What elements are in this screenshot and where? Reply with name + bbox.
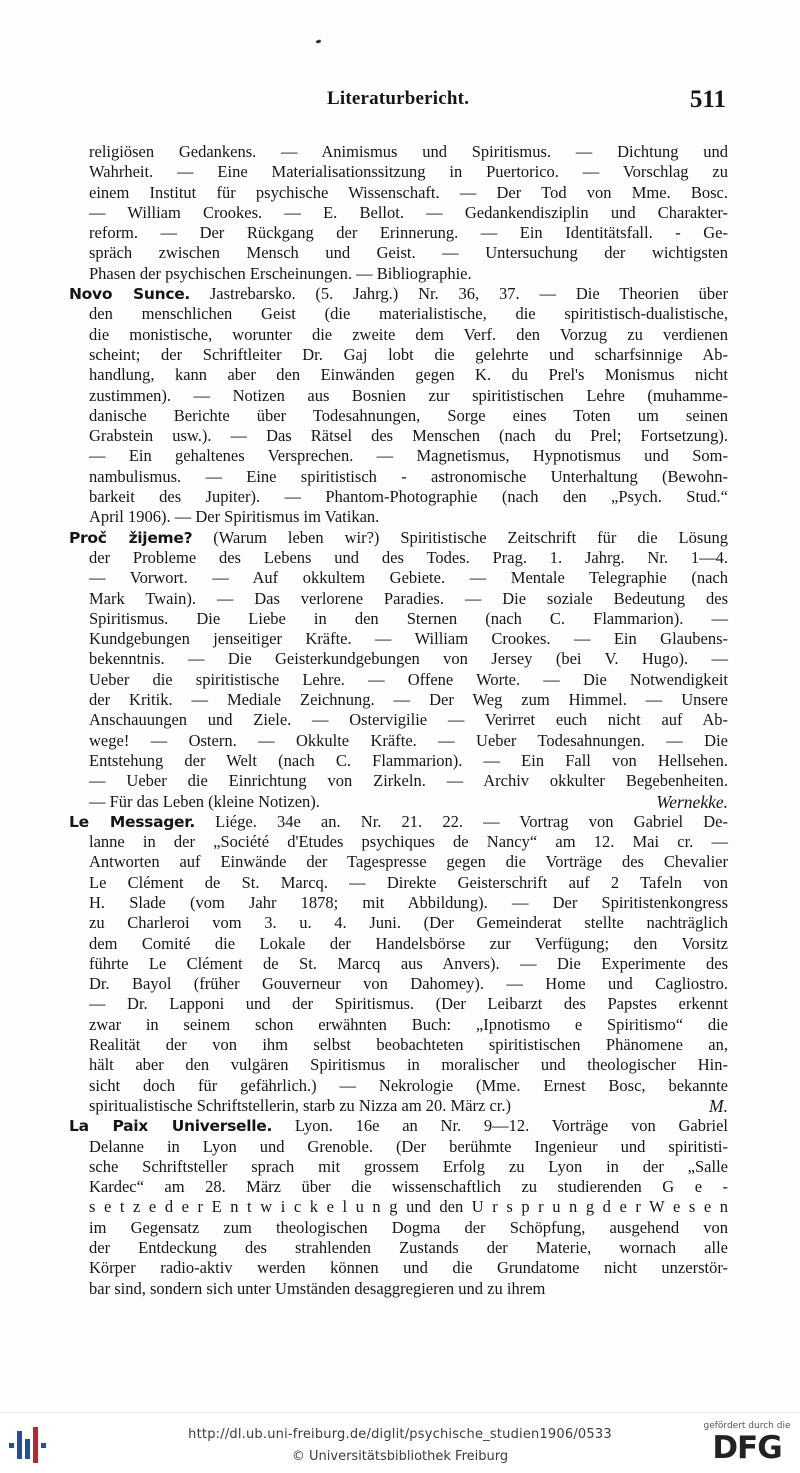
- text-line: [89, 487, 728, 507]
- text-line: [89, 304, 728, 324]
- line-text: zwar in seinem schon erwähnten Buch: „Ipnotismo e Spiritismo“ die: [89, 1014, 728, 1034]
- text-line: [89, 568, 728, 588]
- publication-title: La Paix Universelle.: [69, 1117, 273, 1136]
- line-text: s e t z e d e r E n t w i c k e l u n g und den U r s p r u n g d e r W e s e n: [89, 1197, 728, 1217]
- line-text: reform. — Der Rückgang der Erinnerung. — Ein Identitätsfall. - Ge-: [89, 223, 728, 243]
- page-number: 511: [689, 86, 726, 113]
- line-text: Antworten auf Einwände der Tagespresse gegen die Vorträge des Chevalier: [89, 852, 728, 872]
- line-text: Kardec“ am 28. März über die wissenschaftlich zu studierenden G e -: [89, 1177, 728, 1197]
- text-line: [89, 589, 728, 609]
- text-line: [89, 852, 728, 872]
- text-line: [89, 223, 728, 243]
- line-text: barkeit des Jupiter). — Phantom-Photographie (nach den „Psych. Stud.“: [89, 487, 728, 507]
- line-text: — Ein gehaltenes Versprechen. — Magnetismus, Hypnotismus und Som-: [89, 446, 728, 466]
- line-text: Realität der von ihm selbst beobachteten spiritistischen Phänomene an,: [89, 1035, 728, 1055]
- text-line: [89, 1238, 728, 1258]
- text-line: [89, 832, 728, 852]
- ink-speck: [316, 39, 322, 44]
- text-line: [89, 1076, 728, 1096]
- line-text: sche Schriftsteller sprach mit grossem Erfolg zu Lyon in der „Salle: [89, 1156, 728, 1176]
- line-text: Delanne in Lyon und Grenoble. (Der berühmte Ingenieur und spiritisti-: [89, 1136, 728, 1156]
- line-text: (Warum leben wir?) Spiritistische Zeitschrift für die Lösung: [213, 527, 729, 547]
- text-line: [89, 934, 728, 954]
- text-line: [89, 893, 728, 913]
- text-line: [69, 812, 728, 832]
- text-line: [69, 528, 728, 548]
- text-line: [89, 1258, 728, 1278]
- line-text: Jastrebarsko. (5. Jahrg.) Nr. 36, 37. — Die Theorien über: [209, 284, 728, 304]
- dfg-logo-text: DFG: [712, 1430, 782, 1466]
- line-text: religiösen Gedankens. — Animismus und Spiritismus. — Dichtung und: [89, 142, 728, 161]
- text-line: [89, 913, 728, 933]
- text-line: [89, 467, 728, 487]
- text-line: [89, 954, 728, 974]
- text-line: [89, 142, 728, 162]
- text-line: [89, 203, 728, 223]
- line-text: zu Charleroi vom 3. u. 4. Juni. (Der Gemeinderat stellte nachträglich: [89, 913, 728, 933]
- line-text: spräch zwischen Mensch und Geist. — Untersuchung der wichtigsten: [89, 243, 728, 263]
- text-line: [89, 325, 728, 345]
- line-text: — Für das Leben (kleine Notizen).: [89, 791, 320, 811]
- text-line: [89, 183, 728, 203]
- line-text: Wahrheit. — Eine Materialisationssitzung in Puertorico. — Vorschlag zu: [89, 162, 728, 182]
- line-text: scheint; der Schriftleiter Dr. Gaj lobt die gelehrte und scharfsinnige Ab-: [89, 344, 728, 364]
- text-line: [89, 1015, 728, 1035]
- line-text: Körper radio-aktiv werden können und die Grundatome nicht unzerstör-: [89, 1258, 728, 1278]
- line-text: die monistische, worunter die zweite dem Verf. den Vorzug zu verdienen: [89, 324, 728, 344]
- text-line: [89, 426, 728, 446]
- line-text: H. Slade (vom Jahr 1878; mit Abbildung). — Der Spiritistenkongress: [89, 892, 728, 912]
- text-line: [89, 1035, 728, 1055]
- text-line: [89, 670, 728, 690]
- publication-title: Proč žijeme?: [69, 528, 193, 547]
- page-header: [0, 88, 800, 118]
- text-line: [89, 507, 728, 527]
- line-text: führte Le Clément de St. Marcq aus Anvers). — Die Experimente des: [89, 953, 728, 973]
- text-line: [89, 1096, 728, 1116]
- line-text: handlung, kann aber den Einwänden gegen K. du Prel's Monismus nicht: [89, 365, 728, 385]
- line-text: Kundgebungen jenseitiger Kräfte. — William Crookes. — Ein Glaubens-: [89, 629, 728, 649]
- text-line: [89, 994, 728, 1014]
- line-text: Phasen der psychischen Erscheinungen. — Bibliographie.: [89, 263, 472, 283]
- text-line: [89, 873, 728, 893]
- reviewer-signature: Wernekke.: [656, 791, 728, 812]
- text-line: [89, 710, 728, 730]
- line-text: der Kritik. — Mediale Zeichnung. — Der Weg zum Himmel. — Unsere: [89, 690, 728, 710]
- line-text: spiritualistische Schriftstellerin, starb zu Nizza am 20. März cr.): [89, 1095, 511, 1115]
- text-line: [89, 1218, 728, 1238]
- line-text: dem Comité die Lokale der Handelsbörse zur Verfügung; den Vorsitz: [89, 933, 728, 953]
- text-line: [89, 264, 728, 284]
- text-line: [89, 731, 728, 751]
- line-text: Lyon. 16e an Nr. 9—12. Vorträge von Gabriel: [294, 1116, 728, 1136]
- line-text: der Entdeckung des strahlenden Zustands der Materie, wornach alle: [89, 1238, 728, 1258]
- text-line: [89, 1055, 728, 1075]
- line-text: — William Crookes. — E. Bellot. — Gedankendisziplin und Charakter-: [89, 202, 728, 222]
- text-line: [89, 406, 728, 426]
- dfg-logo: [702, 1421, 792, 1471]
- viewer-footer: [0, 1412, 800, 1473]
- line-text: sicht doch für gefährlich.) — Nekrologie (Mme. Ernest Bosc, bekannte: [89, 1075, 728, 1095]
- line-text: einem Institut für psychische Wissenschaft. — Der Tod von Mme. Bosc.: [89, 182, 728, 202]
- text-line: [89, 365, 728, 385]
- line-text: — Dr. Lapponi und der Spiritismus. (Der Leibarzt des Papstes erkennt: [89, 994, 728, 1014]
- text-line: [89, 243, 728, 263]
- text-line: [89, 1137, 728, 1157]
- line-text: Le Clément de St. Marcq. — Direkte Geisterschrift auf 2 Tafeln von: [89, 872, 728, 892]
- line-text: hält aber den vulgären Spiritismus in moralischer und theologischer Hin-: [89, 1055, 728, 1075]
- text-line: [89, 162, 728, 182]
- line-text: Spiritismus. Die Liebe in den Sternen (nach C. Flammarion). —: [89, 608, 728, 628]
- footer-url-link[interactable]: http://dl.ub.uni-freiburg.de/diglit/psychische_studien1906/0533: [188, 1427, 612, 1442]
- text-line: [89, 548, 728, 568]
- publication-title: Novo Sunce.: [69, 285, 191, 304]
- text-line: [89, 974, 728, 994]
- line-text: Entstehung der Welt (nach C. Flammarion). — Ein Fall von Hellsehen.: [89, 750, 728, 770]
- publication-title: Le Messager.: [69, 812, 195, 831]
- line-text: Dr. Bayol (früher Gouverneur von Dahomey). — Home und Cagliostro.: [89, 974, 728, 994]
- line-text: — Ueber die Einrichtung von Zirkeln. — Archiv okkulter Begebenheiten.: [89, 771, 728, 791]
- footer-copyright: © Universitätsbibliothek Freiburg: [291, 1449, 509, 1464]
- text-line: [89, 1177, 728, 1197]
- line-text: Anschauungen und Ziele. — Ostervigilie — Verirret euch nicht auf Ab-: [89, 710, 728, 730]
- line-text: danische Berichte über Todesahnungen, Sorge eines Toten um seinen: [89, 405, 728, 425]
- reviewer-signature: M.: [709, 1095, 728, 1116]
- text-line: [89, 1157, 728, 1177]
- line-text: Grabstein usw.). — Das Rätsel des Menschen (nach du Prel; Fortsetzung).: [89, 426, 728, 446]
- text-line: [69, 1116, 728, 1136]
- text-line: [89, 649, 728, 669]
- text-line: [89, 1279, 728, 1299]
- text-line: [89, 629, 728, 649]
- text-line: [89, 446, 728, 466]
- text-line: [89, 345, 728, 365]
- text-line: [89, 751, 728, 771]
- line-text: Liége. 34e an. Nr. 21. 22. — Vortrag von Gabriel De-: [215, 811, 729, 831]
- text-line: [89, 771, 728, 791]
- line-text: Ueber die spiritistische Lehre. — Offene Worte. — Die Notwendigkeit: [89, 669, 728, 689]
- text-line: [89, 386, 728, 406]
- line-text: bekenntnis. — Die Geisterkundgebungen von Jersey (bei V. Hugo). —: [89, 649, 728, 669]
- line-text: den menschlichen Geist (die materialistische, die spiritistisch-dualistische,: [89, 304, 728, 324]
- text-line: [89, 609, 728, 629]
- text-line: [89, 792, 728, 812]
- line-text: bar sind, sondern sich unter Umständen desaggregieren und zu ihrem: [89, 1278, 546, 1298]
- funder-note: gefördert durch die: [703, 1421, 791, 1431]
- line-text: nambulismus. — Eine spiritistisch - astronomische Unterhaltung (Bewohn-: [89, 466, 728, 486]
- line-text: wege! — Ostern. — Okkulte Kräfte. — Ueber Todesahnungen. — Die: [89, 730, 728, 750]
- line-text: Mark Twain). — Das verlorene Paradies. — Die soziale Bedeutung des: [89, 588, 728, 608]
- text-line: [89, 1197, 728, 1217]
- line-text: zustimmen). — Notizen aus Bosnien zur spiritistischen Lehre (muhamme-: [89, 385, 728, 405]
- line-text: im Gegensatz zum theologischen Dogma der Schöpfung, ausgehend von: [89, 1217, 728, 1237]
- literature-report-text: [0, 142, 800, 1299]
- line-text: der Probleme des Lebens und des Todes. Prag. 1. Jahrg. Nr. 1—4.: [89, 547, 728, 567]
- line-text: lanne in der „Société d'Etudes psychiques de Nancy“ am 12. Mai cr. —: [89, 832, 728, 852]
- text-line: [89, 690, 728, 710]
- line-text: April 1906). — Der Spiritismus im Vatikan.: [89, 507, 380, 527]
- line-text: — Vorwort. — Auf okkultem Gebiete. — Mentale Telegraphie (nach: [89, 568, 728, 588]
- text-line: [69, 284, 728, 304]
- running-title: Literaturbericht.: [327, 88, 470, 109]
